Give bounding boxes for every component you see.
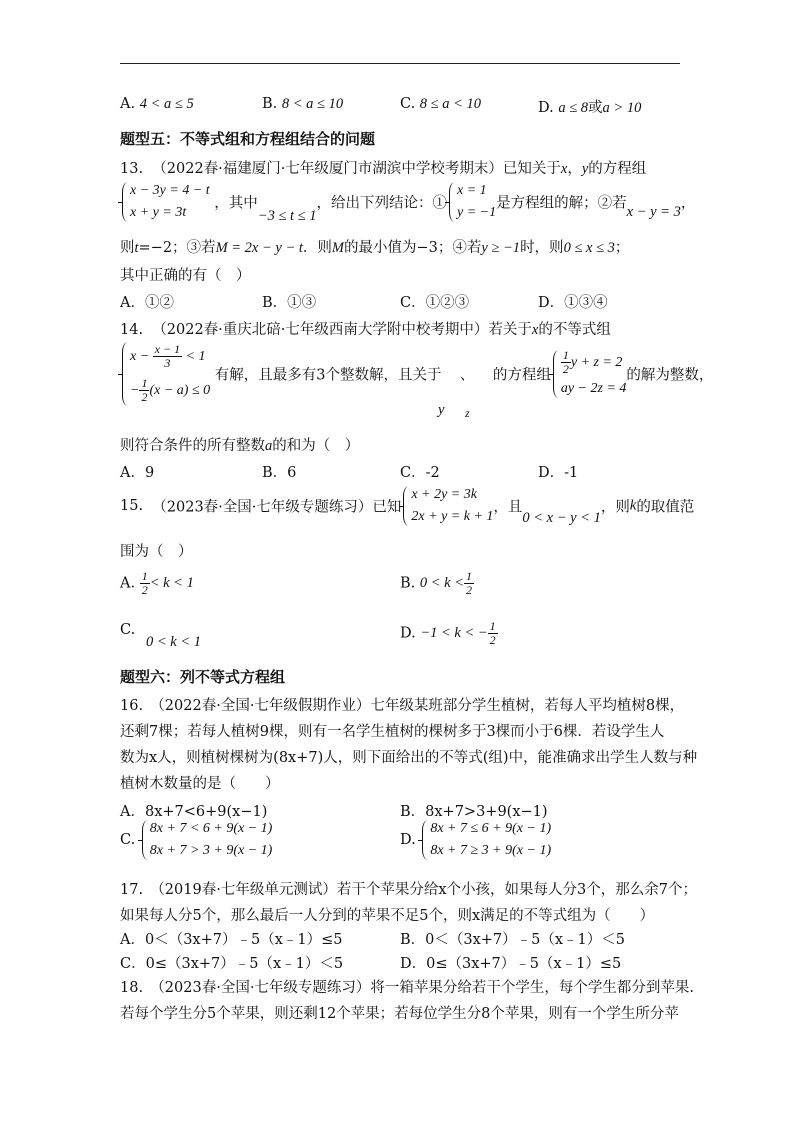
q13-solution-system (447, 180, 496, 224)
equation-row: y = −1 (457, 205, 497, 220)
option-label: B. (262, 96, 278, 112)
question-text: ，其中 (214, 195, 258, 212)
q16-line-4: 植树木数量的是（ ） (120, 776, 280, 792)
q13-equation-system (120, 180, 210, 224)
question-number: 13. (120, 161, 144, 177)
option-math: 8 ≤ a < 10 (419, 96, 482, 112)
q12-option-d (538, 96, 641, 117)
denominator: 2 (141, 390, 148, 405)
option-label: A. (120, 575, 136, 592)
equation-row: x = 1 (457, 183, 487, 198)
condition: y ≥ −1 (481, 240, 521, 256)
q16-line-3: 数为x人，则植树棵树为(8x+7)人，则下面给出的不等式(组)中，能准确求出学生人数与种 (120, 750, 698, 766)
q13-line-3 (120, 236, 629, 257)
option-label: D. (400, 625, 416, 642)
q14-equation-system (551, 348, 627, 400)
equation-row: x + y = 3t (130, 205, 187, 220)
separator: 、 (459, 367, 475, 384)
minus: − (130, 383, 140, 398)
condition: x − y = 3 (626, 204, 681, 220)
q18-line-1: 18. （2023春·全国·七年级专题练习）将一箱苹果分给若干个学生，每个学生都分到苹果. (120, 980, 695, 996)
q13-option-b: B．①③ (262, 295, 317, 311)
option-label: D. (400, 832, 416, 848)
option-label: B. (400, 575, 416, 592)
option-label: A. (120, 96, 136, 112)
q17-option-c: C．0≤（3x+7）﹣5（x﹣1）＜5 (120, 956, 344, 972)
question-number: 15. (120, 498, 144, 514)
text: ； (614, 240, 630, 256)
q16-line-1: 16. （2022春·全国·七年级假期作业）七年级某班部分学生植树，若每人平均植树8棵， (120, 698, 685, 714)
fraction (464, 570, 474, 597)
inequality-row: 8x + 7 ≥ 3 + 9(x − 1) (430, 843, 552, 858)
option-label: C. (400, 96, 416, 112)
question-text: 的和为（ ） (272, 438, 360, 454)
q13-line-2 (120, 180, 695, 225)
q14-inequality-system (120, 340, 210, 408)
option-label: C. (120, 622, 136, 638)
q13-option-a: A．①② (120, 295, 174, 311)
option-label: D. (538, 100, 554, 116)
range-condition: −3 ≤ t ≤ 1 (257, 208, 317, 224)
option-or: 或 (588, 100, 603, 116)
option-math: < k < 1 (149, 575, 194, 591)
question-source: （2022春·重庆北碚·七年级西南大学附中校考期中）若关于 (152, 322, 532, 338)
option-math: −1 < k < − (420, 625, 488, 641)
numerator: 1 (141, 376, 148, 391)
equation-row (561, 348, 627, 378)
q14-var-y: y (438, 402, 445, 418)
q17-line-1: 17. （2019春·七年级单元测试）若干个苹果分给x个小孩，如果每人分3个，那么余7个； (120, 882, 697, 898)
text: 的最小值为−3；④若 (344, 240, 482, 256)
option-math: a > 10 (602, 100, 642, 116)
inequality-row: 8x + 7 ≤ 6 + 9(x − 1) (430, 821, 552, 836)
fraction (140, 570, 150, 597)
q15-option-d (400, 620, 498, 647)
expression: y + z = 2 (570, 355, 623, 370)
option-system (140, 818, 273, 862)
option-math: a ≤ 8 (558, 100, 589, 116)
q15-line-2: 围为（ ） (120, 544, 193, 560)
q17-option-b: B．0＜（3x+7）﹣5（x﹣1）＜5 (400, 932, 626, 948)
fraction (561, 349, 571, 376)
text: 时，则 (520, 240, 564, 256)
var-x: x (531, 322, 539, 338)
question-text: 的取值范 (636, 499, 695, 516)
q15-option-c-math: 0 < k < 1 (146, 634, 202, 650)
question-text: ，则 (600, 499, 630, 516)
inequality-row (130, 340, 210, 374)
q14-var-z: z (465, 406, 470, 420)
var-x: x (560, 161, 568, 177)
text: =−2；③若 (138, 240, 216, 256)
denominator: 2 (141, 583, 148, 597)
q15-line-1 (120, 484, 694, 528)
text: 则 (120, 240, 135, 256)
option-system (420, 818, 551, 862)
q16-line-2: 还剩7棵；若每人植树9棵，则有一名学生植树的棵树多于3棵而小于6棵．若设学生人 (120, 724, 665, 740)
inequality-row: 8x + 7 < 6 + 9(x − 1) (149, 821, 273, 836)
expression: x − (130, 349, 150, 364)
question-text: 是方程组的解；②若 (496, 195, 627, 212)
question-text: 的方程组 (492, 367, 551, 384)
q12-option-c (400, 96, 481, 113)
denominator: 2 (466, 583, 473, 597)
q12-option-b (262, 96, 343, 113)
var-a: a (265, 438, 273, 454)
question-text: 有解，且最多有3个整数解，且关于 (214, 367, 442, 384)
fraction (139, 377, 149, 404)
q15-option-c (120, 622, 135, 638)
equation-row: 2x + y = k + 1 (411, 509, 494, 524)
question-text: 的方程组 (588, 161, 647, 177)
option-math: 8 < a ≤ 10 (281, 96, 344, 112)
q16-option-b: B．8x+7>3+9(x−1) (400, 804, 548, 820)
option-math: 4 < a ≤ 5 (139, 96, 194, 112)
equation-row: x − 3y = 4 − t (130, 183, 210, 198)
q16-option-a: A．8x+7<6+9(x−1) (120, 804, 268, 820)
result: 0 ≤ x ≤ 3 (563, 240, 615, 256)
numerator: 1 (562, 348, 569, 363)
fraction (153, 343, 182, 370)
q14-option-d: D．-1 (538, 465, 579, 481)
numerator: 1 (466, 569, 473, 583)
q14-line-2 (120, 340, 713, 408)
equation-row: x + 2y = 3k (411, 487, 477, 502)
section-5-title: 题型五：不等式组和方程组结合的问题 (120, 130, 376, 148)
numerator: 1 (141, 569, 148, 583)
question-text: 则符合条件的所有整数 (120, 438, 265, 454)
q16-option-c (120, 818, 272, 862)
var-y: y (581, 161, 589, 177)
condition: 0 < x − y < 1 (522, 510, 601, 526)
q14-option-b: B．6 (262, 465, 297, 481)
numerator: x − 1 (154, 342, 181, 357)
q15-equation-system (401, 484, 493, 528)
question-source: （2022春·福建厦门·七年级厦门市湖滨中学校考期末）已知关于 (152, 161, 561, 177)
var-k: k (629, 497, 637, 514)
question-text: ，给出下列结论：① (316, 195, 448, 212)
question-text: 的解为整数， (626, 367, 714, 384)
option-math: 0 < k < (419, 575, 465, 591)
inequality-row (130, 374, 210, 408)
fraction (488, 620, 498, 647)
expression: (x − a) ≤ 0 (149, 383, 211, 398)
q17-line-2: 如果每人分5个，那么最后一人分到的苹果不足5个，则x满足的不等式组为（ ） (120, 908, 655, 924)
q18-line-2: 若每个学生分5个苹果，则还剩12个苹果；若每位学生分8个苹果，则有一个学生所分苹 (120, 1006, 679, 1022)
inequality-row: 8x + 7 > 3 + 9(x − 1) (149, 843, 273, 858)
q13-option-c: C．①②③ (400, 295, 470, 311)
q14-line-3 (120, 434, 359, 455)
equation-row: ay − 2z = 4 (560, 381, 627, 396)
q17-option-d: D．0≤（3x+7）﹣5（x﹣1）≤5 (400, 956, 622, 972)
comma: ， (567, 161, 582, 177)
q13-option-d: D．①③④ (538, 295, 608, 311)
expression: M = 2x − y − t (215, 240, 303, 256)
question-number: 14. (120, 322, 144, 338)
text: ．则 (302, 240, 332, 256)
var-m: M (331, 240, 344, 256)
numerator: 1 (489, 619, 496, 633)
denominator: 3 (164, 356, 171, 371)
q14-option-c: C．-2 (400, 465, 440, 481)
option-label: C. (120, 832, 136, 848)
header-rule (120, 63, 680, 64)
var-t: t (134, 240, 139, 256)
q13-line-1 (120, 157, 646, 178)
q15-option-b (400, 570, 474, 597)
question-text: ， (680, 195, 696, 212)
q16-option-d (400, 818, 551, 862)
denominator: 2 (489, 633, 496, 647)
question-text: 的不等式组 (538, 322, 611, 338)
q14-option-a: A．9 (120, 465, 155, 481)
question-text: ，且 (493, 499, 523, 516)
q13-prompt: 其中正确的有（ ） (120, 268, 251, 284)
q14-line-1 (120, 318, 611, 339)
section-6-title: 题型六：列不等式方程组 (120, 668, 286, 686)
denominator: 2 (562, 362, 569, 377)
q17-option-a: A．0＜（3x+7）﹣5（x﹣1）≤5 (120, 932, 343, 948)
q15-option-a (120, 570, 194, 597)
question-source: （2023春·全国·七年级专题练习）已知 (152, 499, 402, 516)
relation: < 1 (185, 349, 206, 364)
q12-option-a (120, 96, 194, 113)
